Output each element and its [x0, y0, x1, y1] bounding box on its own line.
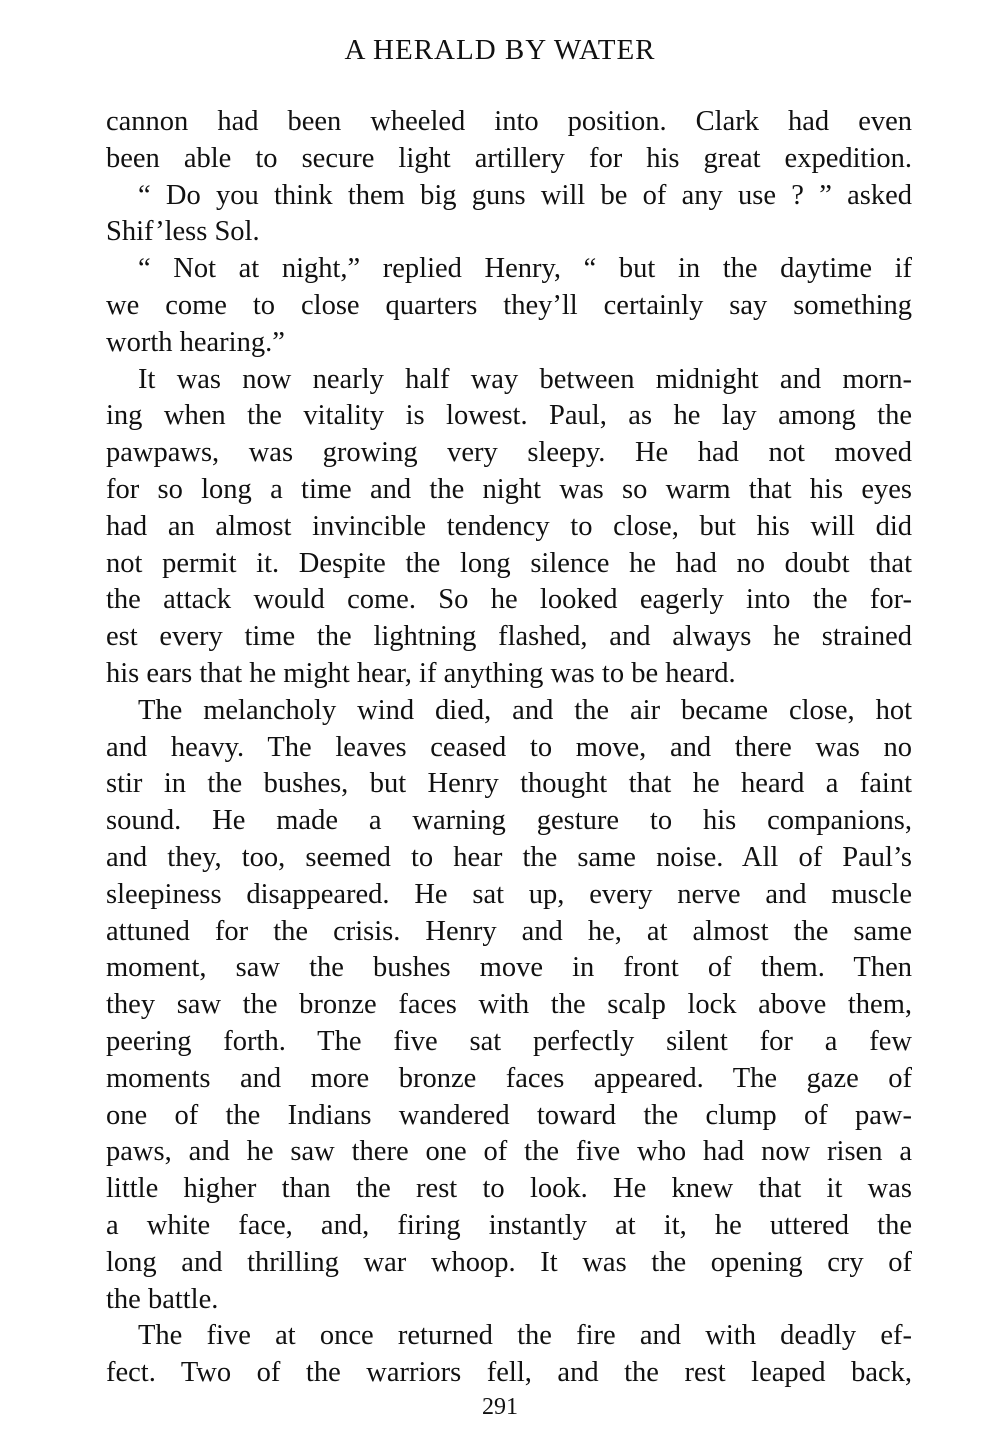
text-line: and they, too, seemed to hear the same noise. All of Paul’s	[106, 842, 912, 873]
text-line: It was now nearly half way between midnight and morn-	[138, 363, 912, 395]
running-head: A HERALD BY WATER	[344, 34, 656, 66]
text-line: long and thrilling war whoop. It was the opening cry of	[106, 1246, 912, 1278]
text-line: moments and more bronze faces appeared. The gaze of	[106, 1062, 912, 1094]
text-line: they saw the bronze faces with the scalp lock above them,	[106, 989, 912, 1021]
text-line: fect. Two of the warriors fell, and the rest leaped back,	[106, 1357, 912, 1389]
text-line: stir in the bushes, but Henry thought that he heard a faint	[106, 768, 912, 800]
text-line: Shif’less Sol.	[106, 216, 260, 248]
text-line: pawpaws, was growing very sleepy. He had not moved	[106, 437, 912, 469]
text-line: his ears that he might hear, if anything was to be heard.	[106, 658, 736, 689]
text-line: the attack would come. So he looked eagerly into the for-	[106, 584, 912, 616]
text-line: worth hearing.”	[106, 326, 285, 358]
text-line: had an almost invincible tendency to close, but his will did	[106, 510, 912, 542]
text-line: moment, saw the bushes move in front of them. Then	[106, 952, 912, 984]
text-line: “ Not at night,” replied Henry, “ but in the daytime if	[138, 253, 912, 285]
text-line: we come to close quarters they’ll certainly say something	[106, 290, 912, 321]
text-line: sleepiness disappeared. He sat up, every nerve and muscle	[106, 878, 912, 910]
text-line: sound. He made a warning gesture to his companions,	[106, 805, 912, 837]
text-line: The five at once returned the fire and with deadly ef-	[138, 1320, 912, 1352]
text-line: the battle.	[106, 1283, 219, 1315]
text-line: “ Do you think them big guns will be of any use ? ” asked	[138, 179, 912, 211]
text-line: and heavy. The leaves ceased to move, and there was no	[106, 731, 912, 763]
text-line: paws, and he saw there one of the five who had now risen a	[106, 1136, 912, 1168]
text-line: est every time the lightning flashed, and always he strained	[106, 621, 912, 653]
text-line: a white face, and, firing instantly at it, he uttered the	[106, 1210, 912, 1241]
text-line: for so long a time and the night was so warm that his eyes	[106, 474, 912, 505]
text-line: attuned for the crisis. Henry and he, at almost the same	[106, 915, 912, 947]
page-number: 291	[482, 1394, 518, 1420]
text-line: The melancholy wind died, and the air became close, hot	[138, 694, 912, 726]
text-line: been able to secure light artillery for his great expedition.	[106, 142, 912, 174]
text-line: cannon had been wheeled into position. Clark had even	[106, 106, 912, 137]
text-line: ing when the vitality is lowest. Paul, as he lay among the	[106, 400, 912, 432]
text-line: one of the Indians wandered toward the clump of paw-	[106, 1099, 912, 1131]
text-line: peering forth. The five sat perfectly silent for a few	[106, 1026, 912, 1057]
text-line: not permit it. Despite the long silence he had no doubt that	[106, 547, 912, 579]
text-line: little higher than the rest to look. He knew that it was	[106, 1173, 912, 1205]
